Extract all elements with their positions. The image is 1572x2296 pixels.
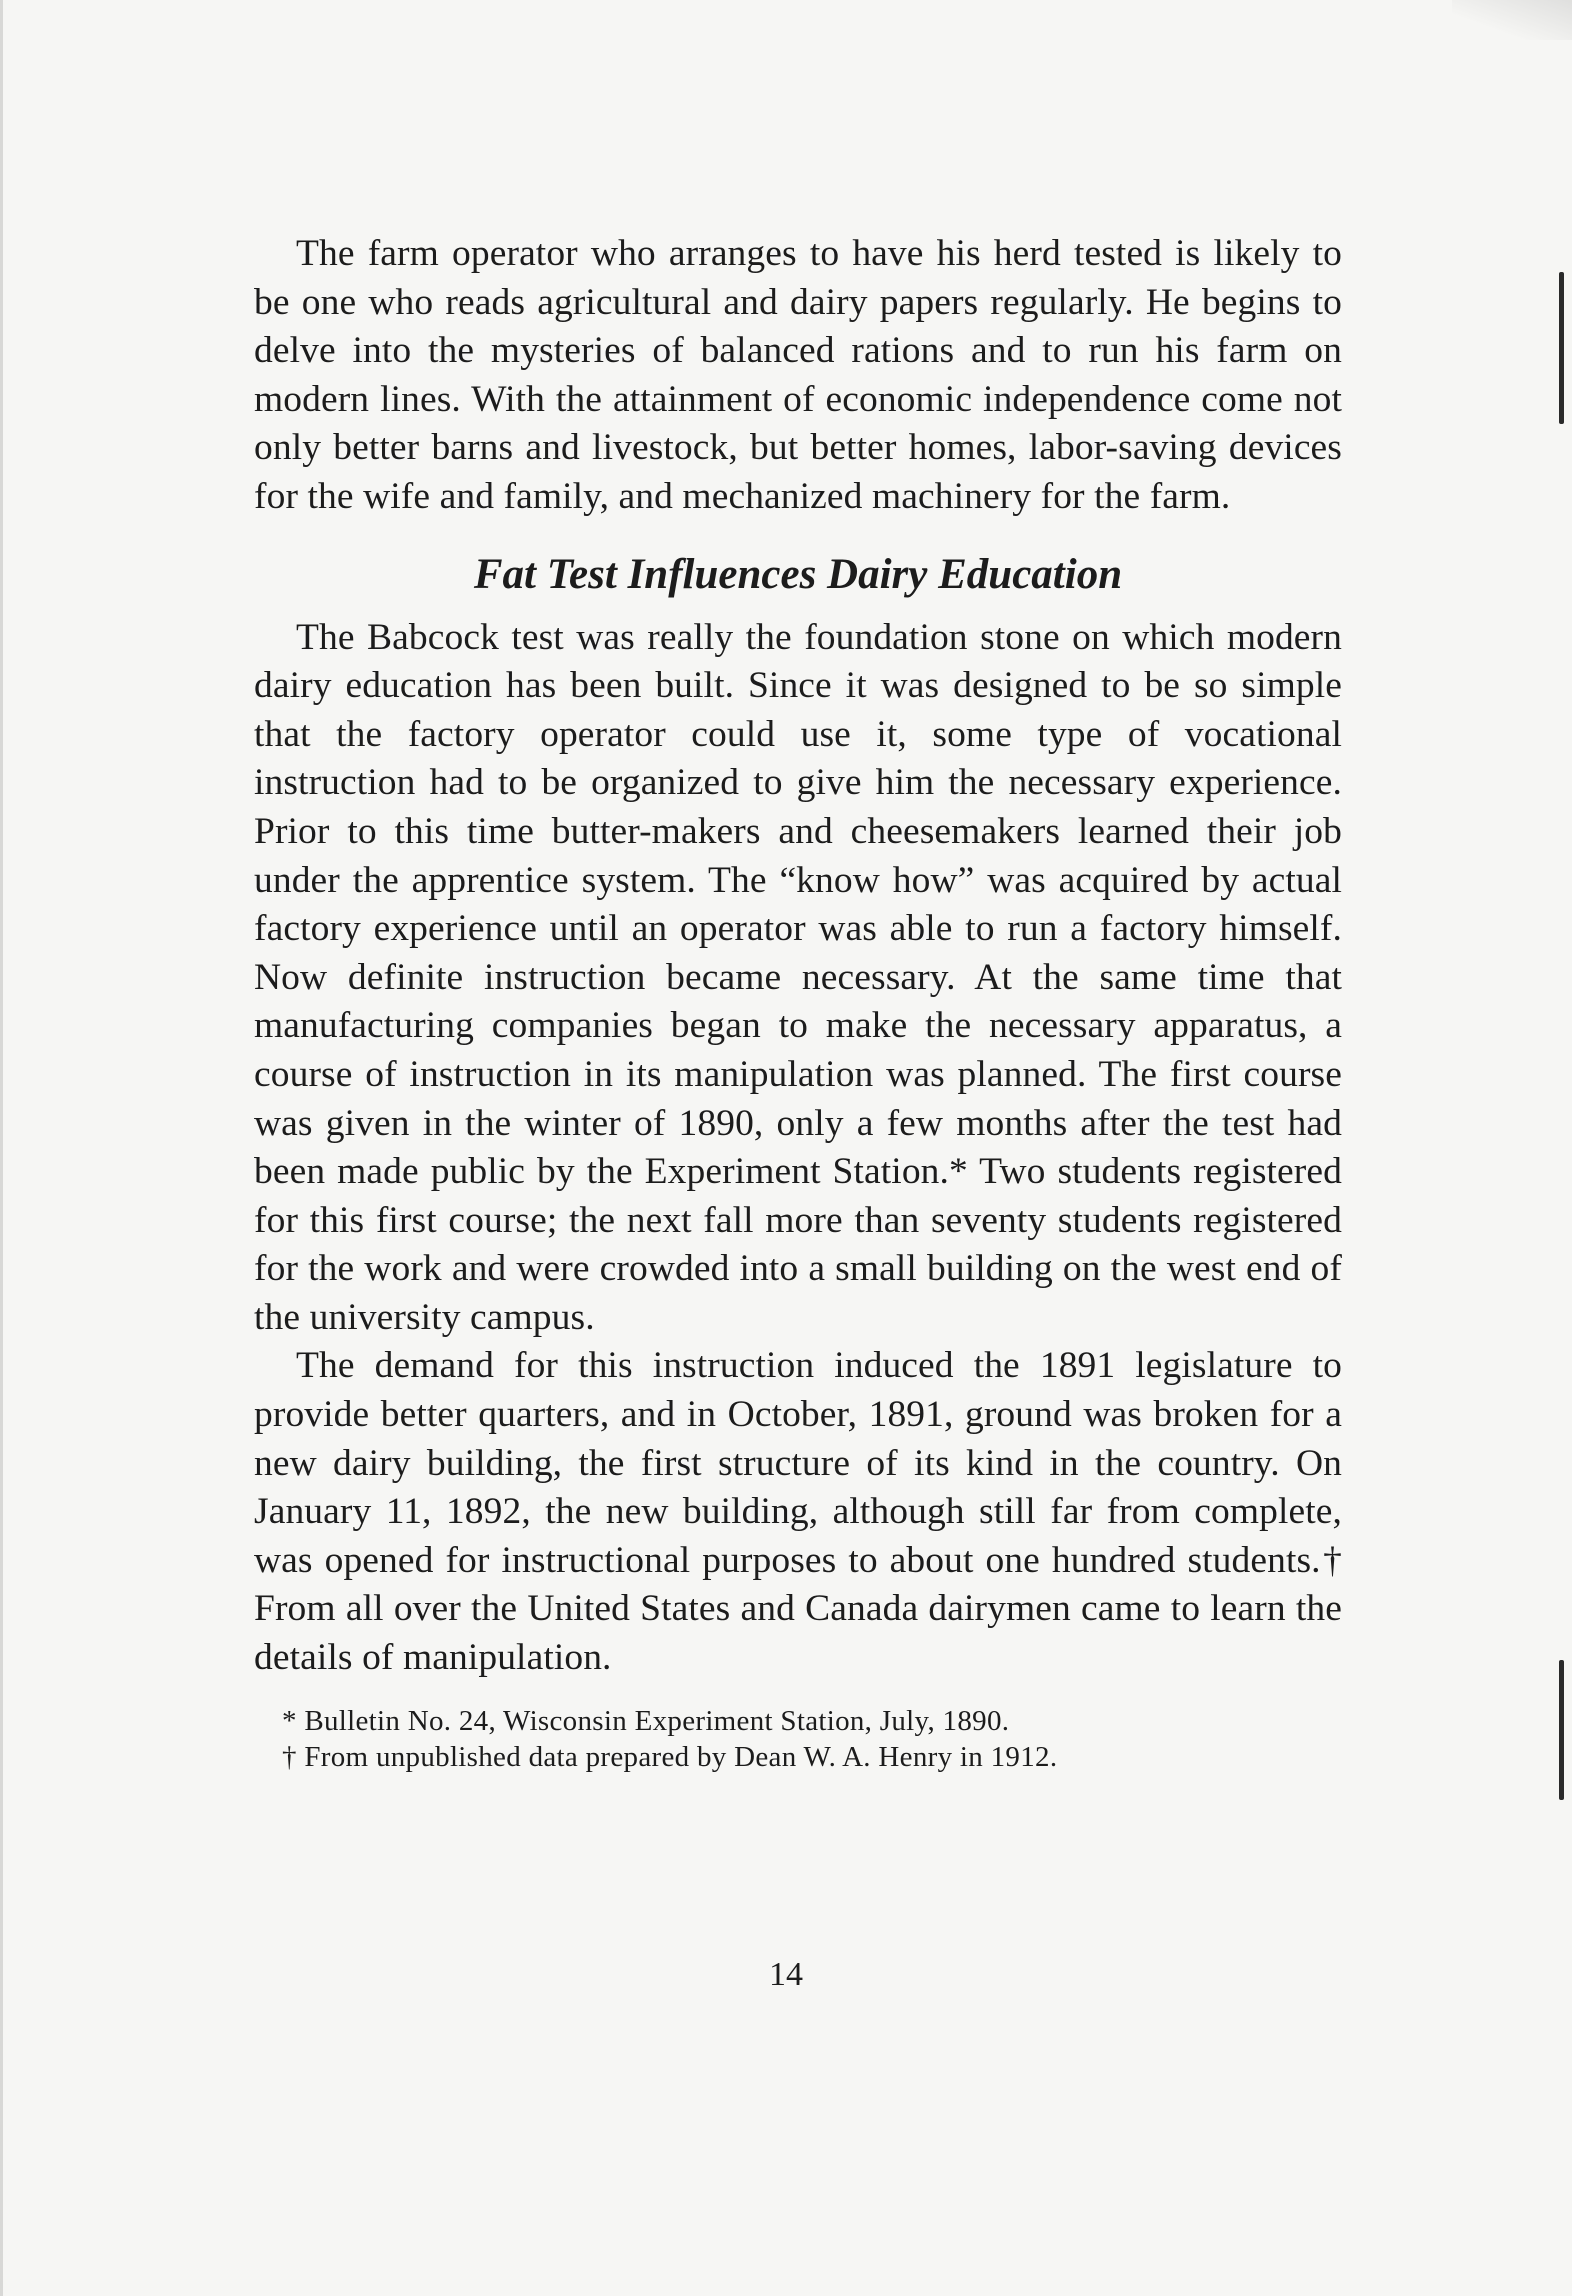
- footnote-bulletin: * Bulletin No. 24, Wisconsin Experiment Station, July, 1890.: [282, 1704, 1010, 1737]
- paragraph-demand-instruction: The demand for this instruction induced the 1891 legislature to provide better quarters, and in October, 1891, ground was broken for a new dairy building, the first structure of its kind in the country. On January 11, 1892, the new building, although still far from complete, was opened for instructional purposes to about one hundred students.† From all over the United States and Canada dairymen came to learn the details of manipulation.: [254, 1345, 1342, 1679]
- footnote-henry-data: † From unpublished data prepared by Dean W. A. Henry in 1912.: [282, 1740, 1058, 1773]
- binding-mark: [1559, 272, 1564, 424]
- section-heading: Fat Test Influences Dairy Education: [473, 550, 1123, 598]
- binding-mark: [1559, 1660, 1564, 1800]
- paragraph-babcock-test: The Babcock test was really the foundation stone on which modern dairy education has been built. Since it was designed to be so simple that the factory operator could use it, some type of vocational instruction had to be organized to give him the necessary experience. Prior to this time butter-makers and cheesemakers learned their job under the apprentice system. The “know how” was acquired by actual factory experience until an operator was able to run a factory himself. Now definite instruction became necessary. At the same time that manufacturing companies began to make the necessary apparatus, a course of instruction in its manipulation was planned. The first course was given in the winter of 1890, only a few months after the test had been made public by the Experiment Station.* Two students registered for this first course; the next fall more than seventy students registered for the work and were crowded into a small building on the west end of the university campus.: [254, 616, 1342, 1338]
- page-left-edge: [0, 0, 3, 2296]
- paragraph-farm-operator: The farm operator who arranges to have his herd tested is likely to be one who reads agricultural and dairy papers regularly. He begins to delve into the mysteries of balanced rations and to run his farm on modern lines. With the attainment of economic independence come not only better barns and livestock, but better homes, labor-saving devices for the wife and family, and mechanized machinery for the farm.: [254, 233, 1342, 517]
- page-corner-shadow: [1452, 0, 1572, 40]
- body-text: [254, 230, 1342, 1775]
- footnotes: [254, 1703, 1342, 1775]
- page-number: 14: [769, 1956, 803, 1993]
